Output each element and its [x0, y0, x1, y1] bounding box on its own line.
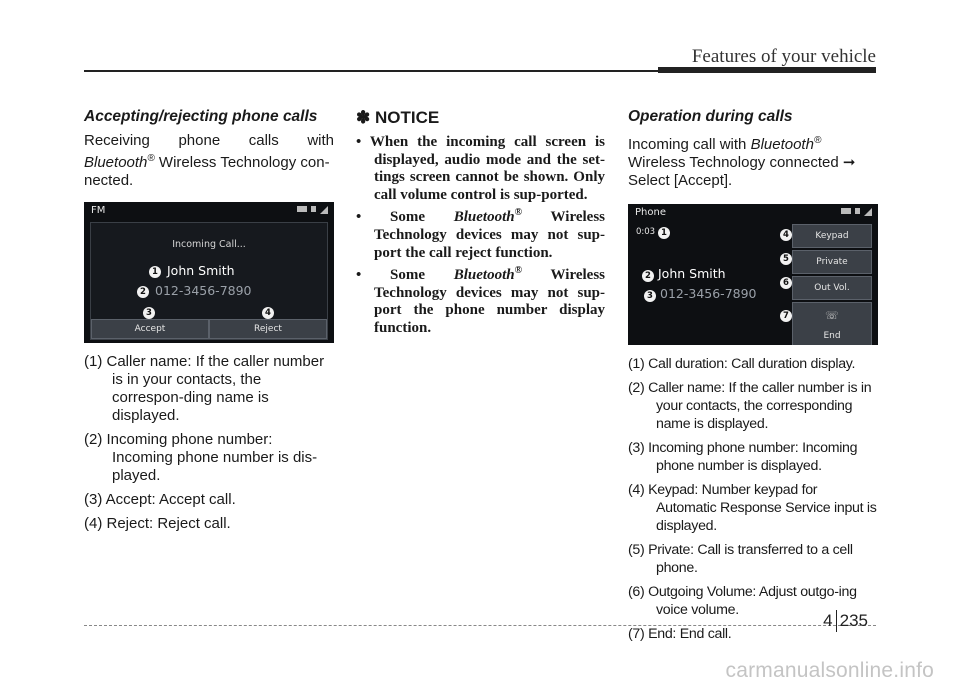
page-number: [823, 610, 868, 632]
notice-item-text: Wireless Technology devices may not sup-port the call reject function.: [374, 209, 606, 261]
intro-line-3: nected.: [84, 172, 134, 189]
incoming-call-dialog: [90, 222, 328, 340]
list-item: (1) Caller name: If the caller number is in your contacts, the correspon-ding name is displayed.: [84, 353, 325, 424]
list-item: (3) Incoming phone number: Incoming phone number is displayed.: [628, 440, 858, 474]
header-rule-accent: [658, 67, 876, 73]
phone-hangup-icon: ☏: [825, 309, 839, 322]
signal-icon: [864, 208, 872, 216]
caller-number: 012-3456-7890: [660, 286, 757, 301]
column-operation-during-calls: [628, 108, 878, 649]
accept-button[interactable]: Accept: [91, 319, 209, 339]
callout-badge-1: 1: [149, 266, 161, 278]
list-item: (2) Caller name: If the caller number is in your contacts, the corresponding name is displayed.: [628, 380, 872, 432]
watermark: carmanualsonline.info: [725, 659, 934, 682]
brand-bluetooth: Bluetooth: [750, 136, 814, 153]
list-item: (5) Private: Call is transferred to a cell phone.: [628, 542, 853, 576]
page-number-separator: [836, 610, 837, 632]
end-button[interactable]: [792, 302, 872, 345]
source-label: FM: [91, 205, 106, 216]
call-duration: 0:03: [636, 227, 656, 237]
callout-badge-6: 6: [780, 277, 792, 289]
caller-number: 012-3456-7890: [155, 283, 252, 298]
page-number-value: 235: [839, 611, 868, 630]
accept-reject-list: [84, 353, 334, 533]
notice-title: ✽ NOTICE: [356, 108, 440, 127]
list-item: (2) Incoming phone number: Incoming phone number is dis-played.: [84, 431, 318, 484]
call-action-bar: [91, 319, 327, 339]
list-item: (7) End: End call.: [628, 626, 732, 642]
bluetooth-icon: [855, 208, 860, 214]
registered-mark: ®: [147, 153, 155, 164]
in-call-screen: [628, 204, 878, 345]
list-item: (4) Keypad: Number keypad for Automatic Response Service input is displayed.: [628, 482, 877, 534]
notice-item: • When the incoming call screen is displayed, audio mode and the set-tings screen cannot be shown. Only call volume control is sup-ported.: [356, 134, 606, 203]
intro-line-2: Wireless Technology connected ➞: [628, 154, 856, 171]
registered-mark: ®: [813, 135, 822, 146]
section-heading-operation: Operation during calls: [628, 108, 793, 125]
callout-badge-4: 4: [780, 229, 792, 241]
list-item: (4) Reject: Reject call.: [84, 515, 231, 532]
list-item: (6) Outgoing Volume: Adjust outgo-ing voice volume.: [628, 584, 857, 618]
brand-bluetooth: Bluetooth: [84, 154, 148, 171]
intro-line-1: Receiving phone calls with: [84, 132, 334, 149]
status-icons: [841, 208, 872, 216]
header-title: Features of your vehicle: [691, 46, 876, 67]
end-label: End: [823, 331, 841, 341]
section-heading-accept-reject: Accepting/rejecting phone calls: [84, 108, 318, 125]
reject-button[interactable]: Reject: [209, 319, 327, 339]
callout-badge-7: 7: [780, 310, 792, 322]
notice-item-text: When the incoming call screen is displayed, audio mode and the set-tings screen cannot be shown. Only call volume control is sup-ported.: [369, 134, 606, 203]
callout-badge-2: 2: [137, 286, 149, 298]
footer-rule: [84, 625, 876, 626]
signal-icon: [320, 206, 328, 214]
call-control-panel: [792, 224, 872, 345]
notice-item: • Some Bluetooth® Wireless Technology devices may not sup-port the phone number display function.: [356, 265, 606, 336]
keypad-button[interactable]: Keypad: [792, 224, 872, 248]
intro-line-1: [628, 132, 878, 154]
caller-name: John Smith: [167, 263, 235, 278]
list-item: (3) Accept: Accept call.: [84, 491, 236, 508]
registered-mark: ®: [514, 207, 523, 219]
intro-line-3: Select [Accept].: [628, 172, 733, 189]
brand-bluetooth: Bluetooth: [453, 267, 515, 284]
notice-item: • Some Bluetooth® Wireless Technology devices may not sup-port the call reject function.: [356, 207, 606, 261]
battery-icon: [297, 206, 307, 212]
bluetooth-icon: [311, 206, 316, 212]
screen-title: Phone: [635, 207, 666, 218]
callout-badge-3: 3: [143, 307, 155, 319]
operation-list: [628, 355, 878, 643]
dialog-title: Incoming Call...: [172, 239, 246, 250]
callout-badge-1: 1: [658, 227, 670, 239]
incoming-call-screen: [84, 202, 334, 343]
notice-list: [356, 134, 605, 338]
chapter-number: 4: [823, 611, 833, 630]
notice-item-text: Some: [390, 267, 454, 284]
status-icons: [297, 206, 328, 214]
brand-bluetooth: Bluetooth: [453, 209, 515, 226]
callout-badge-4: 4: [262, 307, 274, 319]
out-vol-button[interactable]: Out Vol.: [792, 276, 872, 300]
battery-icon: [841, 208, 851, 214]
caller-name: John Smith: [658, 266, 726, 281]
intro-line-2: [84, 150, 334, 172]
intro-rest: Wireless Technology con-: [154, 154, 330, 171]
column-accept-reject: [84, 108, 334, 539]
column-notice: [356, 108, 605, 338]
list-item: (1) Call duration: Call duration display.: [628, 356, 856, 372]
callout-badge-3: 3: [644, 290, 656, 302]
callout-badge-5: 5: [780, 253, 792, 265]
callout-badge-2: 2: [642, 270, 654, 282]
notice-item-text: Wireless Technology devices may not sup-port the phone number display function.: [374, 267, 606, 336]
intro-text: Incoming call with: [628, 136, 751, 153]
notice-item-text: Some: [390, 209, 454, 226]
registered-mark: ®: [514, 265, 523, 277]
private-button[interactable]: Private: [792, 250, 872, 274]
